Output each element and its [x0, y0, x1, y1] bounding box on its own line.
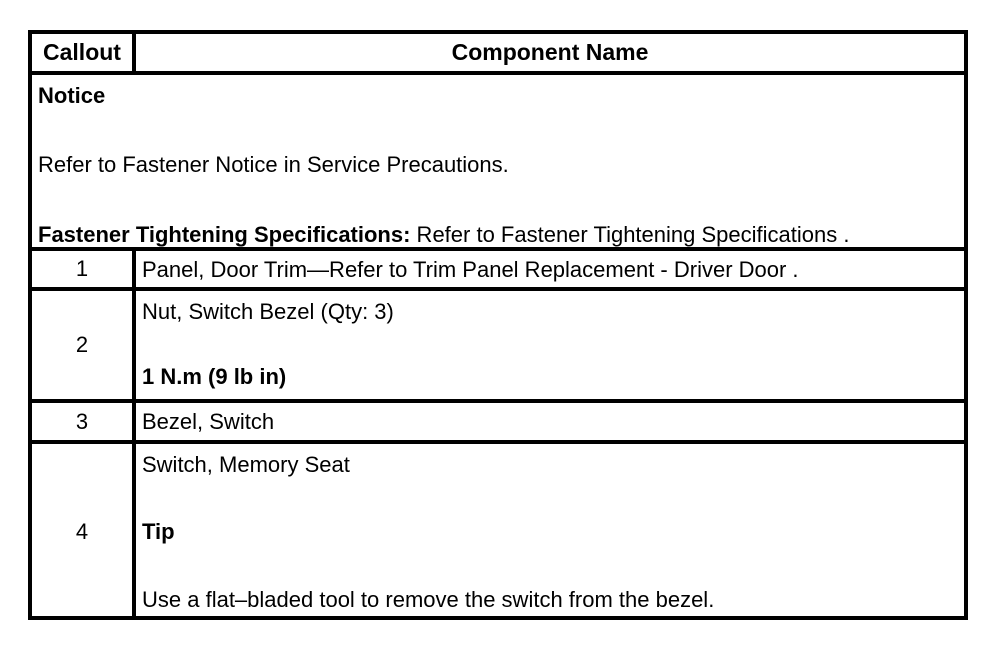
- notice-title: Notice: [38, 83, 106, 108]
- header-component-name-label: Component Name: [451, 39, 649, 66]
- component-name: [142, 255, 958, 282]
- header-component-name: [136, 34, 964, 75]
- tip-text: Use a flat–bladed tool to remove the switch from the bezel.: [142, 586, 715, 612]
- header-callout: [32, 34, 136, 75]
- notice-spec: [38, 222, 958, 247]
- component-name: Switch, Memory Seat: [142, 452, 350, 477]
- tip-title: Tip: [142, 519, 175, 545]
- notice-spec-colon: :: [403, 221, 411, 247]
- callout-cell: [32, 291, 136, 403]
- component-cell: [136, 444, 964, 620]
- callout-cell: [32, 403, 136, 444]
- callout-cell: [32, 251, 136, 291]
- notice-spec-label: Fastener Tightening Specifications: [38, 221, 404, 247]
- callout-number: 1: [75, 256, 89, 282]
- component-table: [28, 30, 968, 620]
- notice-text: Refer to Fastener Notice in Service Precautions.: [38, 152, 509, 178]
- component-name: Nut, Switch Bezel (Qty: 3): [142, 299, 394, 324]
- callout-number: 2: [75, 332, 89, 358]
- notice-spec-text: Refer to Fastener Tightening Specifications .: [410, 221, 850, 247]
- component-name: Bezel, Switch: [142, 409, 275, 434]
- component-cell: [136, 291, 964, 403]
- callout-number: 3: [75, 408, 89, 434]
- notice-block: [32, 75, 964, 251]
- callout-number: 4: [75, 519, 89, 545]
- component-name-text: Panel, Door Trim—Refer to Trim Panel Replacement - Driver Door .: [142, 257, 799, 282]
- callout-cell: [32, 444, 136, 620]
- component-cell: [136, 403, 964, 444]
- torque-spec: 1 N.m (9 lb in): [142, 364, 287, 390]
- component-cell: [136, 251, 964, 291]
- header-callout-label: Callout: [43, 39, 121, 66]
